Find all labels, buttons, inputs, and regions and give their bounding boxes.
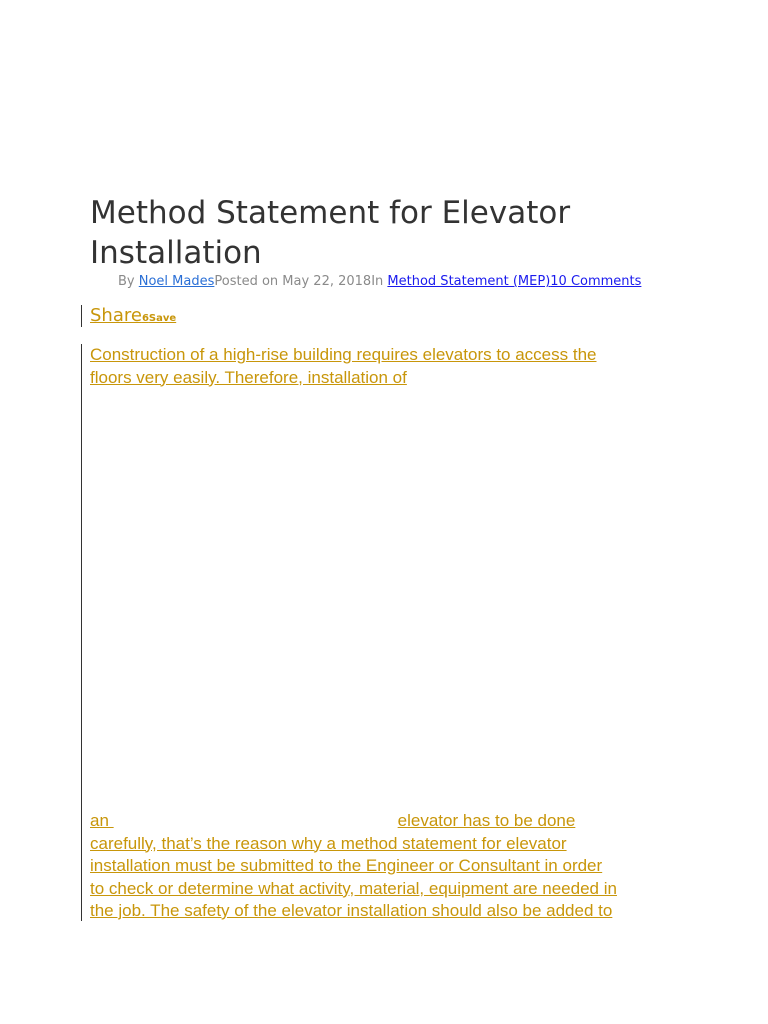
- article-paragraph-1[interactable]: [90, 344, 690, 389]
- comments-link[interactable]: 10 Comments: [550, 274, 642, 289]
- share-count: 6: [141, 313, 149, 324]
- author-link[interactable]: Noel Mades: [138, 274, 215, 289]
- paragraph-line: carefully, that’s the reason why a method statement for elevator: [90, 833, 567, 853]
- in-label: In: [371, 274, 388, 289]
- category-link[interactable]: Method Statement (MEP): [387, 274, 551, 289]
- paragraph-line: [90, 810, 690, 833]
- paragraph-line: to check or determine what activity, material, equipment are needed in: [90, 878, 617, 898]
- paragraph-word: an: [90, 811, 114, 830]
- article-paragraph-2[interactable]: [90, 810, 690, 923]
- paragraph-line: the job. The safety of the elevator installation should also be added to: [90, 901, 613, 920]
- save-button[interactable]: Save: [148, 313, 177, 324]
- page-title: Method Statement for Elevator Installation: [90, 195, 571, 271]
- share-divider: [81, 305, 82, 327]
- paragraph-line: Construction of a high-rise building requires elevators to access the: [90, 345, 597, 364]
- by-label: By: [118, 274, 139, 289]
- post-meta: [118, 273, 641, 291]
- paragraph-line: floors very easily. Therefore, installation of: [90, 367, 407, 387]
- ad-placeholder: [90, 395, 690, 800]
- posted-date: Posted on May 22, 2018: [214, 274, 372, 289]
- paragraph-word: elevator has to be done: [397, 811, 576, 830]
- paragraph-line: installation must be submitted to the Engineer or Consultant in order: [90, 856, 603, 875]
- share-bar: [90, 305, 176, 327]
- content-left-border: [81, 344, 82, 921]
- share-button[interactable]: Share: [90, 305, 142, 326]
